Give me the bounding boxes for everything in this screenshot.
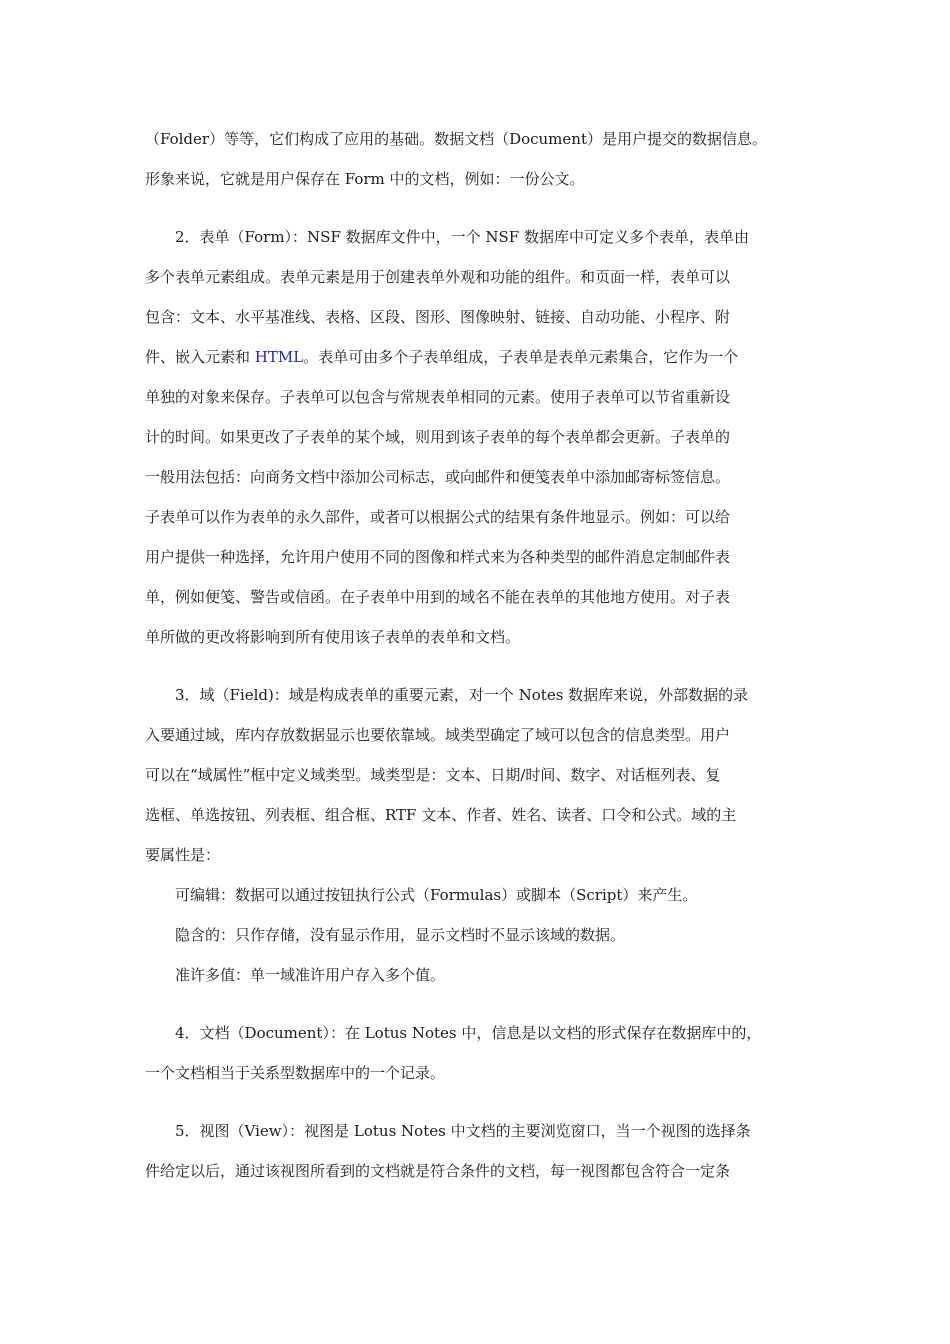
document-page (145, 119, 805, 1191)
field-property-multivalue: 准许多值：单一域准许用户存入多个值。 (175, 966, 446, 984)
text-line: 可以在“域属性”框中定义域类型。域类型是：文本、日期/时间、数字、对话框列表、复 (145, 766, 721, 784)
text-line: 4．文档（Document）：在 Lotus Notes 中，信息是以文档的形式保存在数据库中的， (175, 1024, 762, 1042)
paragraph-form (145, 217, 805, 657)
text-segment: 件、嵌入元素和 (145, 348, 255, 366)
text-line: 单，例如便笺、警告或信函。在子表单中用到的域名不能在表单的其他地方使用。对子表 (145, 588, 731, 606)
paragraph-document (145, 1013, 805, 1093)
text-line: 单独的对象来保存。子表单可以包含与常规表单相同的元素。使用子表单可以节省重新设 (145, 388, 731, 406)
paragraph-intro (145, 119, 805, 199)
paragraph-gap (145, 1093, 805, 1111)
text-line: 入要通过域，库内存放数据显示也要依靠域。域类型确定了域可以包含的信息类型。用户 (145, 726, 731, 744)
field-property-editable: 可编辑：数据可以通过按钮执行公式（Formulas）或脚本（Script）来产生。 (175, 886, 698, 904)
text-line-with-link (145, 337, 805, 377)
text-line: 3．域（Field)：域是构成表单的重要元素，对一个 Notes 数据库来说，外部数据的录 (175, 686, 749, 704)
text-line: 5．视图（View）：视图是 Lotus Notes 中文档的主要浏览窗口，当一个视图的选择条 (175, 1122, 751, 1140)
text-line: 计的时间。如果更改了子表单的某个域，则用到该子表单的每个表单都会更新。子表单的 (145, 428, 731, 446)
text-segment: 。表单可由多个子表单组成，子表单是表单元素集合，它作为一个 (303, 348, 739, 366)
text-line: 子表单可以作为表单的永久部件，或者可以根据公式的结果有条件地显示。例如：可以给 (145, 508, 731, 526)
paragraph-gap (145, 199, 805, 217)
text-line: 选框、单选按钮、列表框、组合框、RTF 文本、作者、姓名、读者、口令和公式。域的主 (145, 806, 737, 824)
text-line: 一般用法包括：向商务文档中添加公司标志，或向邮件和便笺表单中添加邮寄标签信息。 (145, 468, 731, 486)
paragraph-gap (145, 657, 805, 675)
text-line: 用户提供一种选择，允许用户使用不同的图像和样式来为各种类型的邮件消息定制邮件表 (145, 548, 731, 566)
text-line: 件给定以后，通过该视图所看到的文档就是符合条件的文档，每一视图都包含符合一定条 (145, 1162, 731, 1180)
text-line: 单所做的更改将影响到所有使用该子表单的表单和文档。 (145, 628, 521, 646)
text-line: 包含：文本、水平基准线、表格、区段、图形、图像映射、链接、自动功能、小程序、附 (145, 308, 731, 326)
text-line: 要属性是： (145, 846, 221, 864)
text-line: 一个文档相当于关系型数据库中的一个记录。 (145, 1064, 446, 1082)
field-property-hidden: 隐含的：只作存储，没有显示作用，显示文档时不显示该域的数据。 (175, 926, 626, 944)
text-line: （Folder）等等，它们构成了应用的基础。数据文档（Document）是用户提交的数据信息。 (145, 130, 767, 148)
html-link[interactable]: HTML (254, 348, 304, 366)
paragraph-field (145, 675, 805, 995)
paragraph-gap (145, 995, 805, 1013)
text-line: 形象来说，它就是用户保存在 Form 中的文档，例如：一份公文。 (145, 170, 585, 188)
text-line: 多个表单元素组成。表单元素是用于创建表单外观和功能的组件。和页面一样，表单可以 (145, 268, 731, 286)
paragraph-view (145, 1111, 805, 1191)
text-line: 2．表单（Form）：NSF 数据库文件中，一个 NSF 数据库中可定义多个表单，表单由 (175, 228, 749, 246)
